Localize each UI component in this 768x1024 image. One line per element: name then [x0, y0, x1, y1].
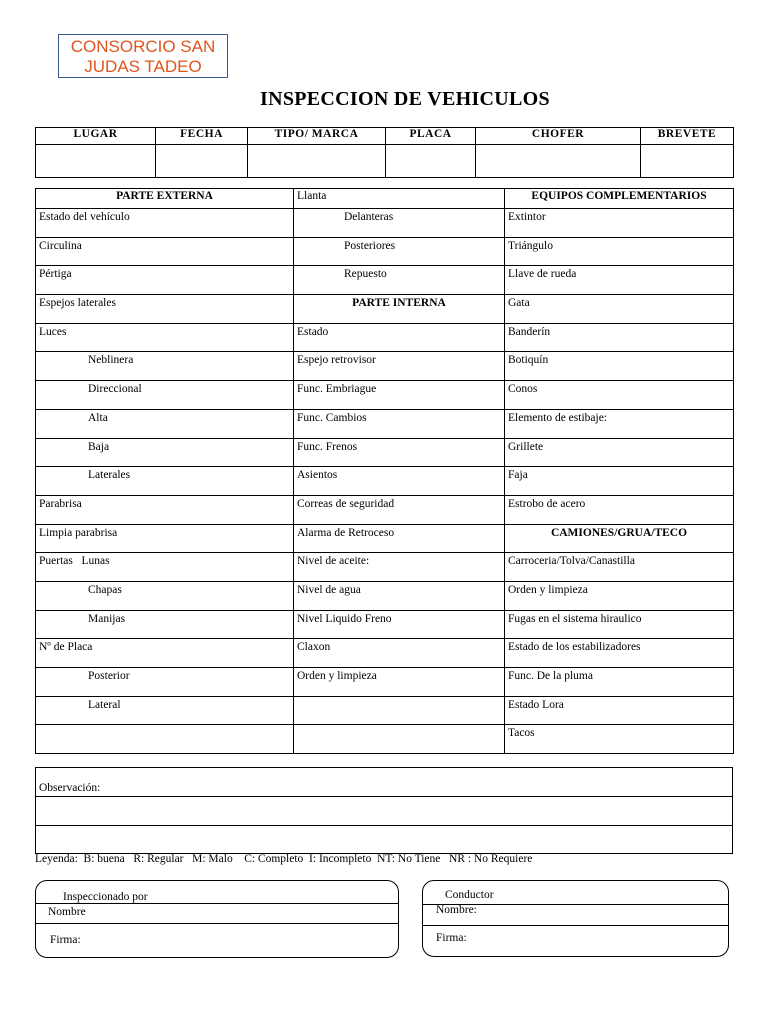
- driver-title: Conductor: [445, 889, 494, 901]
- item-cell[interactable]: Baja: [36, 438, 294, 467]
- legend: Leyenda: B: buena R: Regular M: Malo C: Completo I: Incompleto NT: No Tiene NR : No Requiere: [35, 853, 533, 865]
- observation-line[interactable]: [36, 825, 733, 854]
- item-cell[interactable]: Nivel Liquido Freno: [294, 610, 505, 639]
- company-logo: [58, 34, 228, 78]
- driver-signature-box: [422, 880, 729, 957]
- item-cell[interactable]: Func. Embriague: [294, 381, 505, 410]
- item-cell[interactable]: Func. Cambios: [294, 409, 505, 438]
- item-cell[interactable]: Posterior: [36, 668, 294, 697]
- item-cell[interactable]: Gata: [505, 295, 734, 324]
- observation-table: [35, 767, 733, 854]
- item-cell[interactable]: Botiquín: [505, 352, 734, 381]
- item-cell[interactable]: Nivel de agua: [294, 581, 505, 610]
- item-cell[interactable]: [36, 725, 294, 754]
- item-cell[interactable]: Nivel de aceite:: [294, 553, 505, 582]
- section-llanta: Llanta: [294, 189, 505, 209]
- item-cell[interactable]: Tacos: [505, 725, 734, 754]
- item-cell[interactable]: Extintor: [505, 209, 734, 238]
- item-cell[interactable]: Luces: [36, 323, 294, 352]
- item-cell[interactable]: Alta: [36, 409, 294, 438]
- item-cell[interactable]: Limpia parabrisa: [36, 524, 294, 553]
- field-fecha[interactable]: [156, 145, 248, 178]
- header-fecha: FECHA: [156, 128, 248, 145]
- driver-sign-label[interactable]: Firma:: [436, 932, 467, 944]
- item-cell[interactable]: Orden y limpieza: [505, 581, 734, 610]
- inspector-signature-box: [35, 880, 399, 958]
- item-cell[interactable]: Espejos laterales: [36, 295, 294, 324]
- item-cell[interactable]: [294, 725, 505, 754]
- header-brevete: BREVETE: [641, 128, 734, 145]
- logo-line-1: CONSORCIO SAN: [70, 37, 216, 56]
- section-parte-interna: PARTE INTERNA: [294, 295, 505, 324]
- item-cell[interactable]: Puertas Lunas: [36, 553, 294, 582]
- header-chofer: CHOFER: [476, 128, 641, 145]
- item-cell[interactable]: [294, 696, 505, 725]
- item-cell[interactable]: Func. Frenos: [294, 438, 505, 467]
- item-cell[interactable]: Laterales: [36, 467, 294, 496]
- header-lugar: LUGAR: [36, 128, 156, 145]
- item-cell[interactable]: Estrobo de acero: [505, 495, 734, 524]
- item-cell[interactable]: Func. De la pluma: [505, 668, 734, 697]
- item-cell[interactable]: Asientos: [294, 467, 505, 496]
- inspection-table: [35, 188, 734, 754]
- field-chofer[interactable]: [476, 145, 641, 178]
- item-cell[interactable]: Estado Lora: [505, 696, 734, 725]
- item-cell[interactable]: Parabrisa: [36, 495, 294, 524]
- driver-name-label[interactable]: Nombre:: [436, 904, 477, 916]
- item-cell[interactable]: Orden y limpieza: [294, 668, 505, 697]
- field-brevete[interactable]: [641, 145, 734, 178]
- vehicle-info-table: [35, 127, 734, 178]
- item-cell[interactable]: Chapas: [36, 581, 294, 610]
- item-cell[interactable]: Fugas en el sistema hiraulico: [505, 610, 734, 639]
- item-cell[interactable]: Estado del vehículo: [36, 209, 294, 238]
- logo-line-2: JUDAS TADEO: [84, 57, 202, 76]
- item-cell[interactable]: Neblinera: [36, 352, 294, 381]
- item-cell[interactable]: Delanteras: [294, 209, 505, 238]
- item-cell[interactable]: Direccional: [36, 381, 294, 410]
- item-cell[interactable]: Elemento de estibaje:: [505, 409, 734, 438]
- item-cell[interactable]: Circulina: [36, 237, 294, 266]
- header-tipo-marca: TIPO/ MARCA: [248, 128, 386, 145]
- observation-line[interactable]: [36, 797, 733, 826]
- item-cell[interactable]: Repuesto: [294, 266, 505, 295]
- item-cell[interactable]: Correas de seguridad: [294, 495, 505, 524]
- item-cell[interactable]: Triángulo: [505, 237, 734, 266]
- item-cell[interactable]: Lateral: [36, 696, 294, 725]
- item-cell[interactable]: Banderín: [505, 323, 734, 352]
- field-tipo-marca[interactable]: [248, 145, 386, 178]
- item-cell[interactable]: Estado: [294, 323, 505, 352]
- item-cell[interactable]: Llave de rueda: [505, 266, 734, 295]
- observation-label[interactable]: Observación:: [36, 768, 733, 797]
- inspector-name-label[interactable]: Nombre: [48, 906, 86, 918]
- field-placa[interactable]: [386, 145, 476, 178]
- item-cell[interactable]: Posteriores: [294, 237, 505, 266]
- item-cell[interactable]: Claxon: [294, 639, 505, 668]
- item-cell[interactable]: Nº de Placa: [36, 639, 294, 668]
- item-cell[interactable]: Estado de los estabilizadores: [505, 639, 734, 668]
- section-parte-externa: PARTE EXTERNA: [36, 189, 294, 209]
- section-camiones: CAMIONES/GRUA/TECO: [505, 524, 734, 553]
- item-cell[interactable]: Grillete: [505, 438, 734, 467]
- item-cell[interactable]: Conos: [505, 381, 734, 410]
- inspector-title: Inspeccionado por: [63, 891, 148, 903]
- section-equipos: EQUIPOS COMPLEMENTARIOS: [505, 189, 734, 209]
- item-cell[interactable]: Carroceria/Tolva/Canastilla: [505, 553, 734, 582]
- item-cell[interactable]: Manijas: [36, 610, 294, 639]
- field-lugar[interactable]: [36, 145, 156, 178]
- header-placa: PLACA: [386, 128, 476, 145]
- inspector-sign-label[interactable]: Firma:: [50, 934, 81, 946]
- item-cell[interactable]: Pértiga: [36, 266, 294, 295]
- page-title: INSPECCION DE VEHICULOS: [260, 88, 550, 110]
- item-cell[interactable]: Faja: [505, 467, 734, 496]
- item-cell[interactable]: Alarma de Retroceso: [294, 524, 505, 553]
- item-cell[interactable]: Espejo retrovisor: [294, 352, 505, 381]
